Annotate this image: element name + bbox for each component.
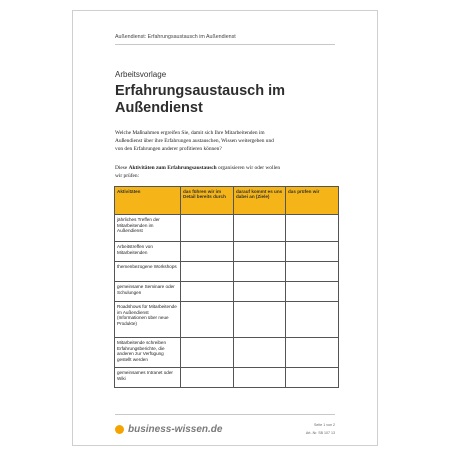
running-header: Außendienst: Erfahrungsaustausch im Außendienst [115, 34, 236, 40]
intro-line: Außendienst über ihre Erfahrungen austauschen, Wissen weitergeben und [115, 138, 274, 145]
input-cell[interactable] [286, 338, 339, 368]
input-cell[interactable] [234, 368, 286, 388]
activities-table [114, 186, 339, 388]
input-cell[interactable] [286, 262, 339, 282]
input-cell[interactable] [234, 262, 286, 282]
input-cell[interactable] [181, 302, 234, 338]
article-number: Art.-Nr. SB 107 13 [305, 431, 335, 435]
intro-line: Welche Maßnahmen ergreifen Sie, damit sich Ihre Mitarbeitenden im [115, 130, 265, 136]
intro-line: von den Erfahrungen anderer profitieren können? [115, 146, 222, 153]
activity-cell: gemeinsames Intranet oder Wiki [115, 368, 181, 388]
table-row [115, 338, 339, 368]
table-row [115, 262, 339, 282]
header-already-doing: das führen wir im Detail bereits durch [181, 187, 234, 215]
input-cell[interactable] [286, 282, 339, 302]
input-cell[interactable] [286, 215, 339, 242]
input-cell[interactable] [181, 242, 234, 262]
table-row [115, 242, 339, 262]
input-cell[interactable] [234, 215, 286, 242]
activity-cell: jährliches Treffen der Mitarbeitenden im Außendienst [115, 215, 181, 242]
activity-cell: Arbeitstreffen von Mitarbeitenden [115, 242, 181, 262]
header-goals: darauf kommt es uns dabei an (Ziele) [234, 187, 286, 215]
activity-cell: themenbezogene Workshops [115, 262, 181, 282]
intro-paragraph [115, 129, 355, 154]
activity-cell: Roadshows für Mitarbeitende im Außendienst (Informationen über neue Produkte) [115, 302, 181, 338]
document-page [72, 10, 378, 446]
brand-logo [115, 424, 222, 435]
activity-cell: Mitarbeitende schreiben Erfahrungsberichte, die anderen zur Verfügung gestellt werden [115, 338, 181, 368]
input-cell[interactable] [234, 242, 286, 262]
header-to-check: das prüfen wir [286, 187, 339, 215]
header-divider [115, 44, 335, 45]
input-cell[interactable] [181, 282, 234, 302]
input-cell[interactable] [234, 338, 286, 368]
table-row [115, 282, 339, 302]
table-row [115, 368, 339, 388]
header-activities: Aktivitäten [115, 187, 181, 215]
table-header-row [115, 187, 339, 215]
instruction-prefix: Diese [115, 165, 129, 171]
input-cell[interactable] [181, 262, 234, 282]
input-cell[interactable] [286, 302, 339, 338]
brand-text: business-wissen.de [128, 424, 223, 435]
input-cell[interactable] [181, 215, 234, 242]
input-cell[interactable] [234, 282, 286, 302]
input-cell[interactable] [286, 368, 339, 388]
instruction-line [115, 164, 355, 172]
document-title: Erfahrungsaustausch im Außendienst [115, 83, 286, 116]
input-cell[interactable] [234, 302, 286, 338]
page-number: Seite 1 von 2 [314, 423, 335, 427]
instruction-line-2: wir prüfen: [115, 173, 140, 180]
document-label: Arbeitsvorlage [115, 70, 167, 79]
table-row [115, 215, 339, 242]
instruction-bold: Aktivitäten zum Erfahrungsaustausch [128, 165, 217, 171]
activity-cell: gemeinsame Seminare oder Schulungen [115, 282, 181, 302]
input-cell[interactable] [181, 338, 234, 368]
input-cell[interactable] [286, 242, 339, 262]
brand-dot-icon [115, 425, 124, 434]
input-cell[interactable] [181, 368, 234, 388]
instruction-paragraph [115, 164, 355, 180]
table-row [115, 302, 339, 338]
instruction-suffix: organisieren wir oder wollen [216, 165, 281, 171]
footer-divider [115, 414, 335, 415]
